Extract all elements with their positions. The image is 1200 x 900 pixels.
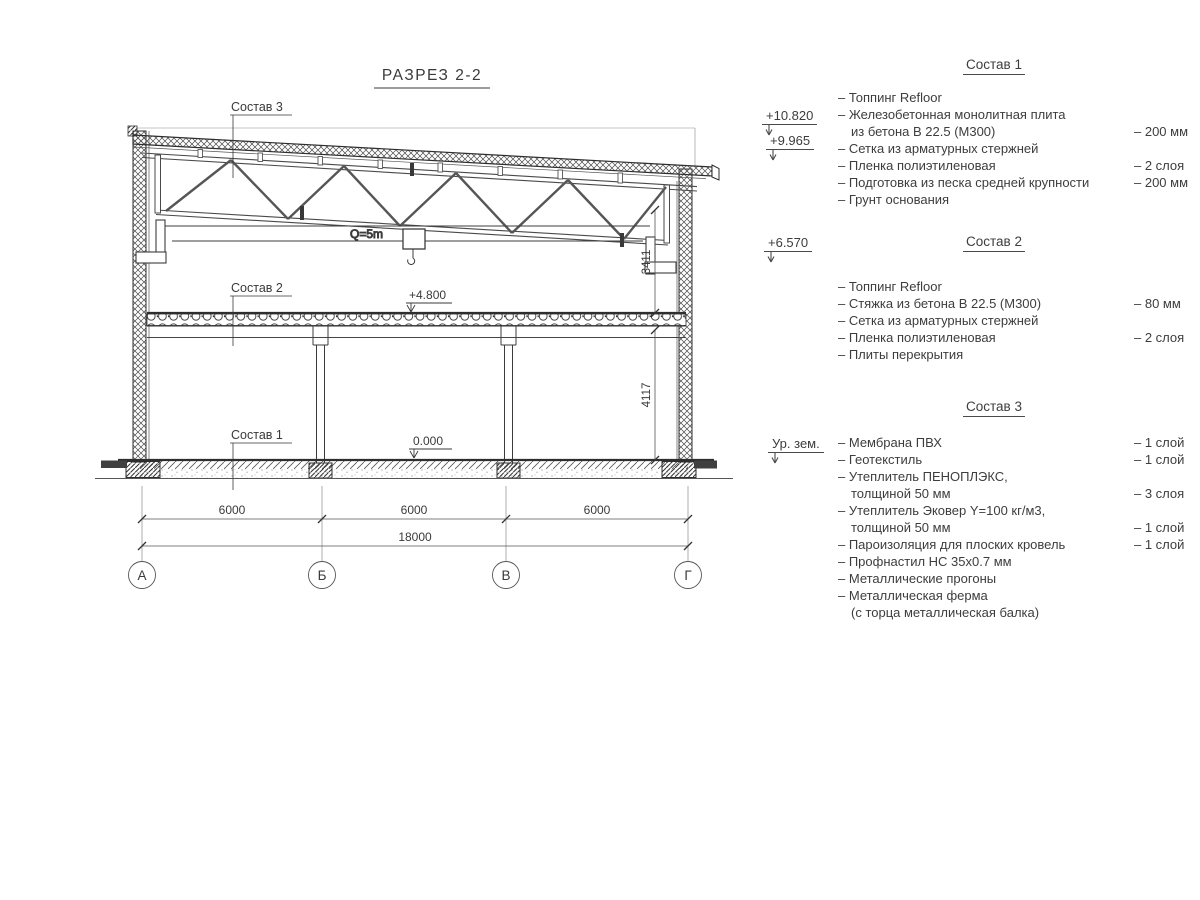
down-arrow-icon: [766, 252, 780, 265]
material-row: – Грунт основания: [838, 192, 950, 207]
material-row: – Топпинг Refloor: [838, 279, 942, 294]
material-row: – Сетка из арматурных стержней: [838, 313, 1039, 328]
column-B: [313, 326, 328, 463]
elevation-mark-ground: Ур. зем.: [768, 436, 824, 453]
apron-right: [694, 461, 717, 469]
crane-hook: [408, 249, 415, 264]
material-row: – Мембрана ПВХ – 1 слой: [838, 435, 1185, 450]
elevation-mark-6570: +6.570: [764, 235, 812, 252]
material-row: – Пленка полиэтиленовая – 2 слоя: [838, 158, 1185, 173]
dim-height-upper: 3411: [641, 249, 653, 275]
truss-end-post-right: [664, 185, 670, 243]
axis-bubbles: [129, 562, 702, 589]
material-row: – Металлическая ферма: [838, 588, 988, 603]
down-arrow-icon: [768, 150, 782, 163]
section-heading-1: Состав 1: [838, 57, 1150, 72]
callout-sostav-2: Состав 2: [231, 281, 283, 295]
material-row: – Железобетонная монолитная плита: [838, 107, 1066, 122]
material-row: (с торца металлическая балка): [851, 605, 1040, 620]
truss-splices: [300, 163, 624, 247]
material-row: – Металлические прогоны: [838, 571, 997, 586]
material-list-3: [838, 434, 1198, 621]
section-heading-2: Состав 2: [838, 234, 1150, 249]
ground-slab: [95, 460, 733, 479]
material-row: – Профнастил НС 35х0.7 мм: [838, 554, 1012, 569]
callout-sostav-3: Состав 3: [231, 100, 283, 114]
axis-V: В: [501, 568, 511, 583]
truss-end-post-left: [155, 155, 161, 213]
hollow-core-slab: [147, 314, 686, 326]
material-row: – Плиты перекрытия: [838, 347, 964, 362]
footing-V: [497, 463, 520, 478]
drawing-title: [374, 67, 490, 88]
footing-B: [309, 463, 332, 478]
material-row: толщиной 50 мм – 3 слоя: [851, 486, 1185, 501]
left-wall: [133, 131, 146, 462]
floor-slab: [147, 313, 686, 338]
section-drawing: [0, 0, 760, 660]
callout-sostav-1: Состав 1: [231, 428, 283, 442]
apron-left: [101, 461, 127, 469]
material-row: толщиной 50 мм – 1 слой: [851, 520, 1185, 535]
elevation-0000: 0.000: [413, 434, 444, 448]
plinth-right: [662, 462, 696, 478]
axis-A: А: [137, 568, 147, 583]
dim-span-3: 6000: [583, 503, 611, 517]
section-title: РАЗРЕЗ 2-2: [381, 67, 483, 84]
elevation-mark-10820: +10.820: [762, 108, 817, 125]
crane-capacity-label: Q=5m: [349, 227, 383, 241]
elevation-4800: +4.800: [409, 288, 447, 302]
elevation-mark-9965: +9.965: [766, 133, 814, 150]
material-row: – Утеплитель Эковер Y=100 кг/м3,: [838, 503, 1046, 518]
roof-edge-cap: [712, 165, 719, 180]
dim-height-lower: 4117: [641, 382, 653, 408]
axis-B: Б: [317, 568, 327, 583]
dimension-chains: [138, 486, 692, 561]
material-row: – Подготовка из песка средней крупности – 200 мм: [838, 175, 1189, 190]
hoist-trolley: [403, 229, 425, 249]
dim-total: 18000: [398, 530, 432, 544]
dim-span-1: 6000: [218, 503, 246, 517]
material-row: – Геотекстиль – 1 слой: [838, 452, 1185, 467]
column-V: [501, 326, 516, 463]
truss-diagonals: [166, 160, 666, 239]
material-row: – Пароизоляция для плоских кровель – 1 слой: [838, 537, 1185, 552]
material-row: – Утеплитель ПЕНОПЛЭКС,: [838, 469, 1008, 484]
plinth-left: [126, 462, 160, 478]
material-row: – Стяжка из бетона В 22.5 (М300) – 80 мм: [838, 296, 1181, 311]
down-arrow-icon: [770, 453, 784, 466]
material-row: – Топпинг Refloor: [838, 90, 942, 105]
section-heading-3: Состав 3: [838, 399, 1150, 414]
crane: [136, 220, 676, 274]
material-row: из бетона В 22.5 (М300) – 200 мм: [851, 124, 1189, 139]
material-row: – Пленка полиэтиленовая – 2 слоя: [838, 330, 1185, 345]
material-row: – Сетка из арматурных стержней: [838, 141, 1039, 156]
axis-G: Г: [684, 568, 692, 583]
material-list-2: [838, 278, 1198, 363]
material-list-1: [838, 89, 1198, 208]
dim-span-2: 6000: [400, 503, 428, 517]
